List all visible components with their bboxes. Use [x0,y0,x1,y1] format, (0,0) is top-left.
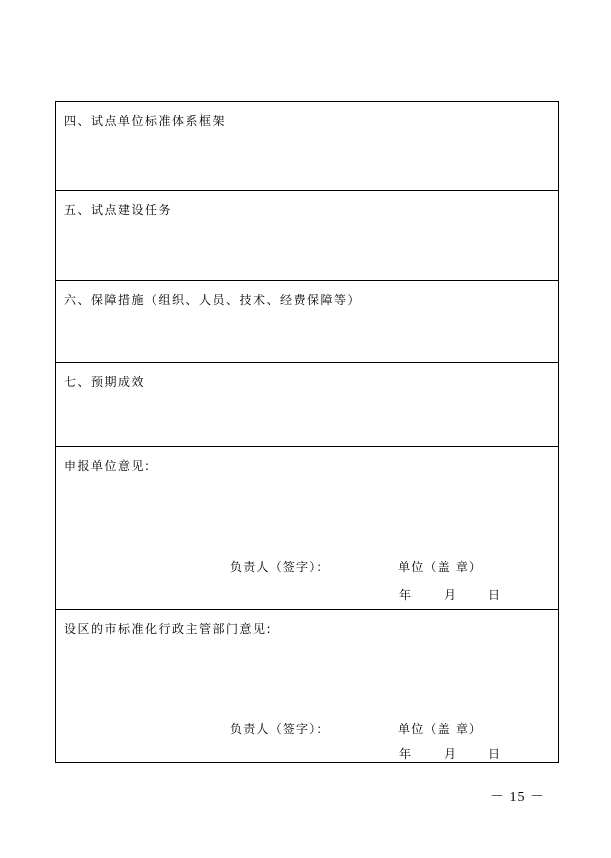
section-label-framework: 四、试点单位标准体系框架 [64,114,227,128]
date-day-municipal-authority: 日 [488,747,502,761]
section-label-safeguards: 六、保障措施（组织、人员、技术、经费保障等） [64,293,362,307]
opinion-row-applicant [56,447,558,610]
section-row-framework [56,102,558,191]
opinion-row-municipal-authority [56,610,558,764]
application-form-table [55,101,559,763]
section-row-tasks [56,191,558,281]
date-year-municipal-authority: 年 [399,747,413,761]
date-month-applicant: 月 [444,588,458,602]
opinion-label-applicant: 申报单位意见: [64,459,151,473]
date-year-applicant: 年 [399,588,413,602]
opinion-label-municipal-authority: 设区的市标准化行政主管部门意见: [64,622,273,636]
section-row-expected-results [56,363,558,447]
signer-label-municipal-authority: 负责人（签字）： [230,722,330,736]
section-row-safeguards [56,281,558,363]
page-number: － 15 － [490,790,545,805]
date-day-applicant: 日 [488,588,502,602]
section-label-tasks: 五、试点建设任务 [64,203,173,217]
date-month-municipal-authority: 月 [444,747,458,761]
signer-label-applicant: 负责人（签字）： [230,560,330,574]
section-label-expected-results: 七、预期成效 [64,375,146,389]
seal-label-municipal-authority: 单位（盖 章） [398,722,483,736]
seal-label-applicant: 单位（盖 章） [398,560,483,574]
